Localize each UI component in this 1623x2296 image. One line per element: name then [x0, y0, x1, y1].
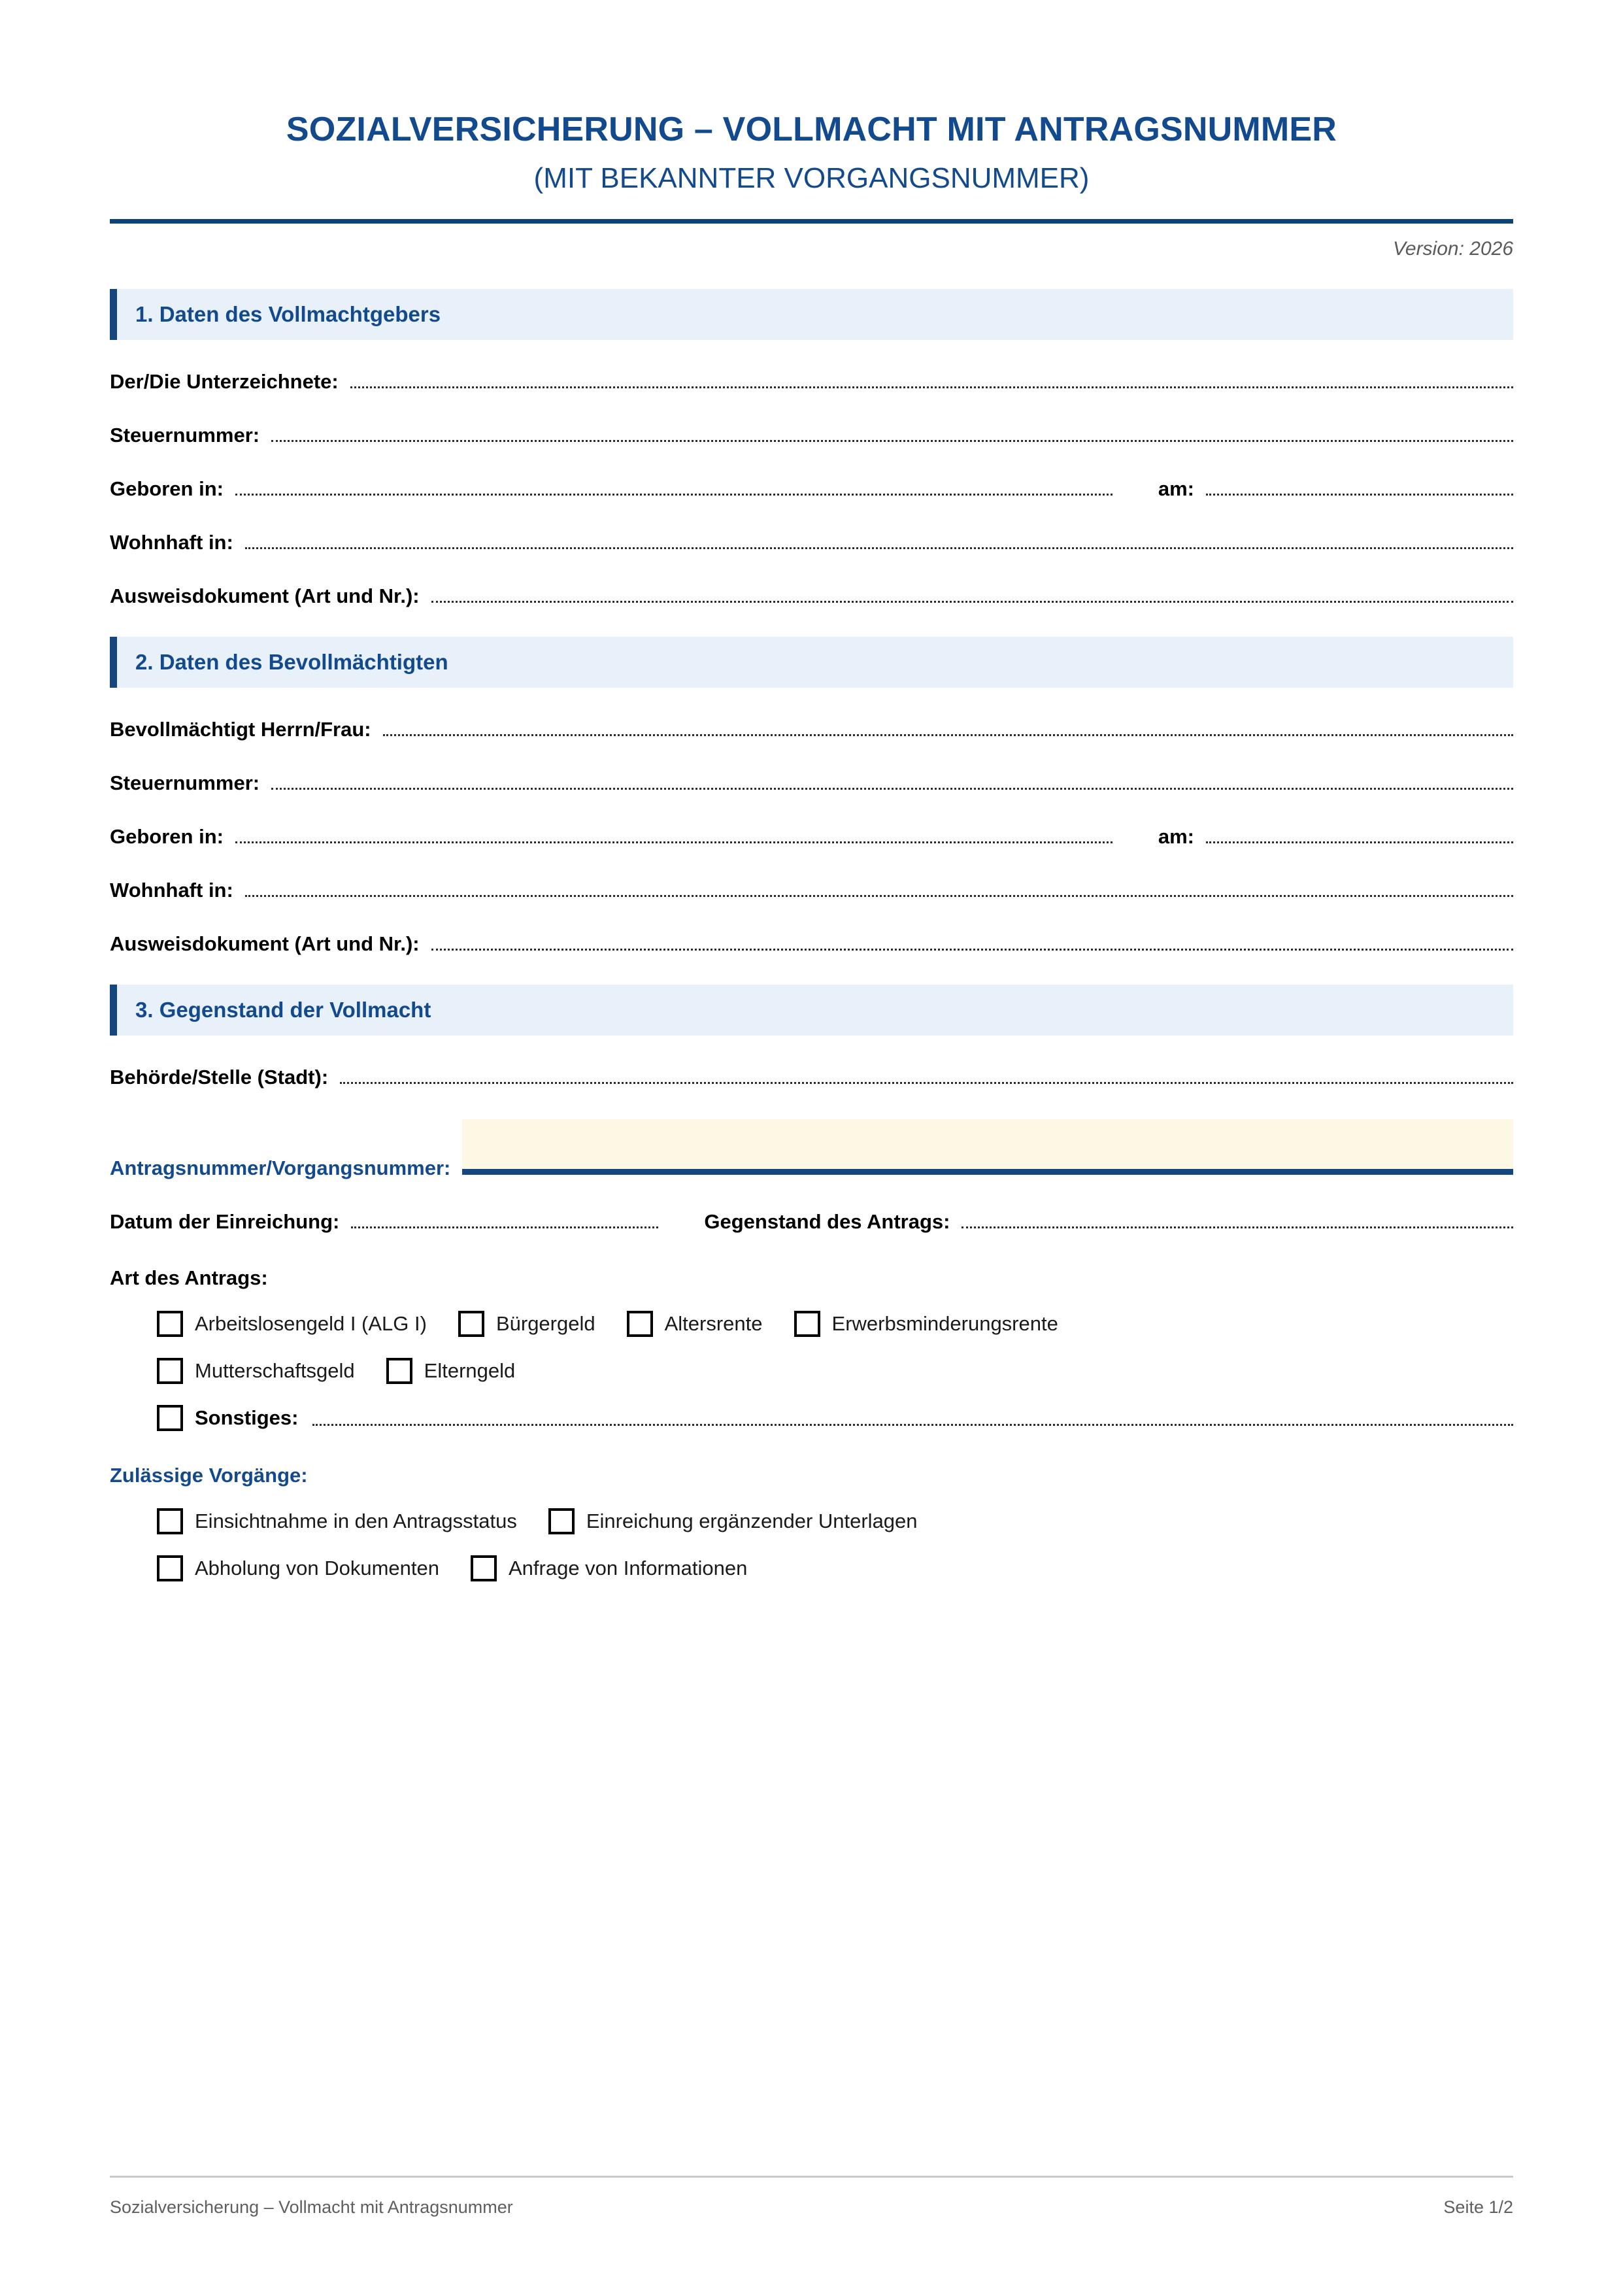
section-header-2 — [110, 637, 1513, 688]
footer-document-name: Sozialversicherung – Vollmacht mit Antragsnummer — [110, 2197, 513, 2217]
checkbox-label: Einsichtnahme in den Antragsstatus — [195, 1510, 517, 1533]
application-type-row-1 — [110, 1311, 1513, 1337]
field-row-birth-1 — [110, 477, 1513, 501]
checkbox-item-buergergeld[interactable] — [458, 1311, 595, 1337]
section-2-title: 2. Daten des Bevollmächtigten — [135, 650, 448, 675]
checkbox-label: Erwerbsminderungsrente — [831, 1312, 1058, 1336]
footer-content — [110, 2197, 1513, 2218]
field-label-born-in-1: Geboren in: — [110, 477, 224, 501]
checkbox-label: Altersrente — [664, 1312, 763, 1336]
checkbox-label: Einreichung ergänzender Unterlagen — [586, 1510, 918, 1533]
field-row-authority — [110, 1066, 1513, 1089]
checkbox-icon[interactable] — [157, 1311, 183, 1337]
field-label-resident-1: Wohnhaft in: — [110, 531, 233, 554]
permitted-actions-label: Zulässige Vorgänge: — [110, 1464, 308, 1487]
field-row-submission — [110, 1210, 1513, 1234]
field-input-authority[interactable] — [340, 1069, 1513, 1084]
field-label-authority: Behörde/Stelle (Stadt): — [110, 1066, 329, 1089]
field-input-born-on-1[interactable] — [1206, 481, 1513, 496]
field-row-tax-number-1 — [110, 424, 1513, 447]
application-type-row-other — [110, 1405, 1513, 1431]
checkbox-label: Arbeitslosengeld I (ALG I) — [195, 1312, 427, 1336]
checkbox-label: Bürgergeld — [495, 1312, 595, 1336]
section-1-title: 1. Daten des Vollmachtgebers — [135, 302, 441, 327]
checkbox-item-sonstiges[interactable] — [157, 1405, 1513, 1431]
field-label-born-in-2: Geboren in: — [110, 825, 224, 849]
page-subtitle: (MIT BEKANNTER VORGANGSNUMMER) — [533, 162, 1090, 195]
field-row-resident-2 — [110, 879, 1513, 902]
field-row-resident-1 — [110, 531, 1513, 554]
checkbox-icon[interactable] — [157, 1358, 183, 1384]
checkbox-icon[interactable] — [157, 1508, 183, 1534]
checkbox-icon[interactable] — [627, 1311, 653, 1337]
field-input-sonstiges[interactable] — [312, 1411, 1513, 1426]
field-label-tax-number-2: Steuernummer: — [110, 771, 260, 795]
checkbox-label: Anfrage von Informationen — [508, 1557, 748, 1580]
field-row-id-document-1 — [110, 584, 1513, 608]
checkbox-icon[interactable] — [471, 1555, 497, 1581]
field-row-id-document-2 — [110, 932, 1513, 956]
checkbox-label: Abholung von Dokumenten — [195, 1557, 439, 1580]
field-label-signer: Der/Die Unterzeichnete: — [110, 370, 339, 394]
field-row-birth-2 — [110, 825, 1513, 849]
field-label-born-on-1: am: — [1158, 477, 1194, 501]
checkbox-icon[interactable] — [794, 1311, 820, 1337]
field-input-application-subject[interactable] — [962, 1213, 1513, 1228]
version-label: Version: 2026 — [1392, 238, 1513, 260]
field-row-authorized — [110, 718, 1513, 741]
checkbox-item-einsichtnahme[interactable] — [157, 1508, 517, 1534]
checkbox-item-altersrente[interactable] — [627, 1311, 763, 1337]
permitted-actions-row-2 — [110, 1555, 1513, 1581]
checkbox-item-erwerbsminderungsrente[interactable] — [794, 1311, 1058, 1337]
checkbox-item-alg1[interactable] — [157, 1311, 427, 1337]
permitted-actions-row-1 — [110, 1508, 1513, 1534]
checkbox-icon[interactable] — [548, 1508, 575, 1534]
field-label-id-document-2: Ausweisdokument (Art und Nr.): — [110, 932, 420, 956]
field-input-id-document-1[interactable] — [431, 588, 1513, 603]
checkbox-icon[interactable] — [458, 1311, 484, 1337]
checkbox-item-abholung[interactable] — [157, 1555, 439, 1581]
field-label-id-document-1: Ausweisdokument (Art und Nr.): — [110, 584, 420, 608]
field-label-born-on-2: am: — [1158, 825, 1194, 849]
field-label-case-number: Antragsnummer/Vorgangsnummer: — [110, 1156, 451, 1180]
checkbox-label: Elterngeld — [424, 1359, 516, 1383]
field-input-authorized[interactable] — [383, 721, 1513, 736]
field-label-application-subject: Gegenstand des Antrags: — [704, 1210, 950, 1234]
field-input-tax-number-2[interactable] — [271, 775, 1513, 790]
field-input-born-in-2[interactable] — [235, 828, 1113, 843]
footer-page-number: Seite 1/2 — [1443, 2197, 1513, 2217]
header-divider — [110, 219, 1513, 224]
checkbox-item-anfrage[interactable] — [471, 1555, 747, 1581]
checkbox-item-elterngeld[interactable] — [386, 1358, 516, 1384]
checkbox-icon[interactable] — [157, 1555, 183, 1581]
field-input-id-document-2[interactable] — [431, 936, 1513, 951]
checkbox-icon[interactable] — [157, 1405, 183, 1431]
field-row-case-number — [110, 1119, 1513, 1180]
checkbox-label: Mutterschaftsgeld — [195, 1359, 355, 1383]
checkbox-icon[interactable] — [386, 1358, 412, 1384]
field-input-case-number[interactable] — [462, 1119, 1513, 1175]
section-header-3 — [110, 985, 1513, 1036]
field-row-signer — [110, 370, 1513, 394]
field-label-resident-2: Wohnhaft in: — [110, 879, 233, 902]
field-row-tax-number-2 — [110, 771, 1513, 795]
field-input-submission-date[interactable] — [351, 1213, 658, 1228]
field-input-resident-2[interactable] — [245, 882, 1513, 897]
document-footer — [110, 2176, 1513, 2218]
field-input-resident-1[interactable] — [245, 534, 1513, 549]
field-input-signer[interactable] — [350, 373, 1513, 388]
field-label-tax-number-1: Steuernummer: — [110, 424, 260, 447]
checkbox-item-mutterschaftsgeld[interactable] — [157, 1358, 355, 1384]
field-label-submission-date: Datum der Einreichung: — [110, 1210, 340, 1234]
footer-divider — [110, 2176, 1513, 2178]
application-type-label: Art des Antrags: — [110, 1266, 268, 1290]
checkbox-item-einreichung[interactable] — [548, 1508, 918, 1534]
section-header-1 — [110, 289, 1513, 340]
section-3-title: 3. Gegenstand der Vollmacht — [135, 998, 431, 1022]
page-title: SOZIALVERSICHERUNG – VOLLMACHT MIT ANTRAGSNUMMER — [286, 110, 1337, 148]
field-input-born-in-1[interactable] — [235, 481, 1113, 496]
document-header — [110, 0, 1513, 260]
checkbox-label: Sonstiges: — [195, 1406, 299, 1430]
field-input-tax-number-1[interactable] — [271, 427, 1513, 442]
field-label-authorized: Bevollmächtigt Herrn/Frau: — [110, 718, 371, 741]
field-input-born-on-2[interactable] — [1206, 828, 1513, 843]
application-type-row-2 — [110, 1358, 1513, 1384]
